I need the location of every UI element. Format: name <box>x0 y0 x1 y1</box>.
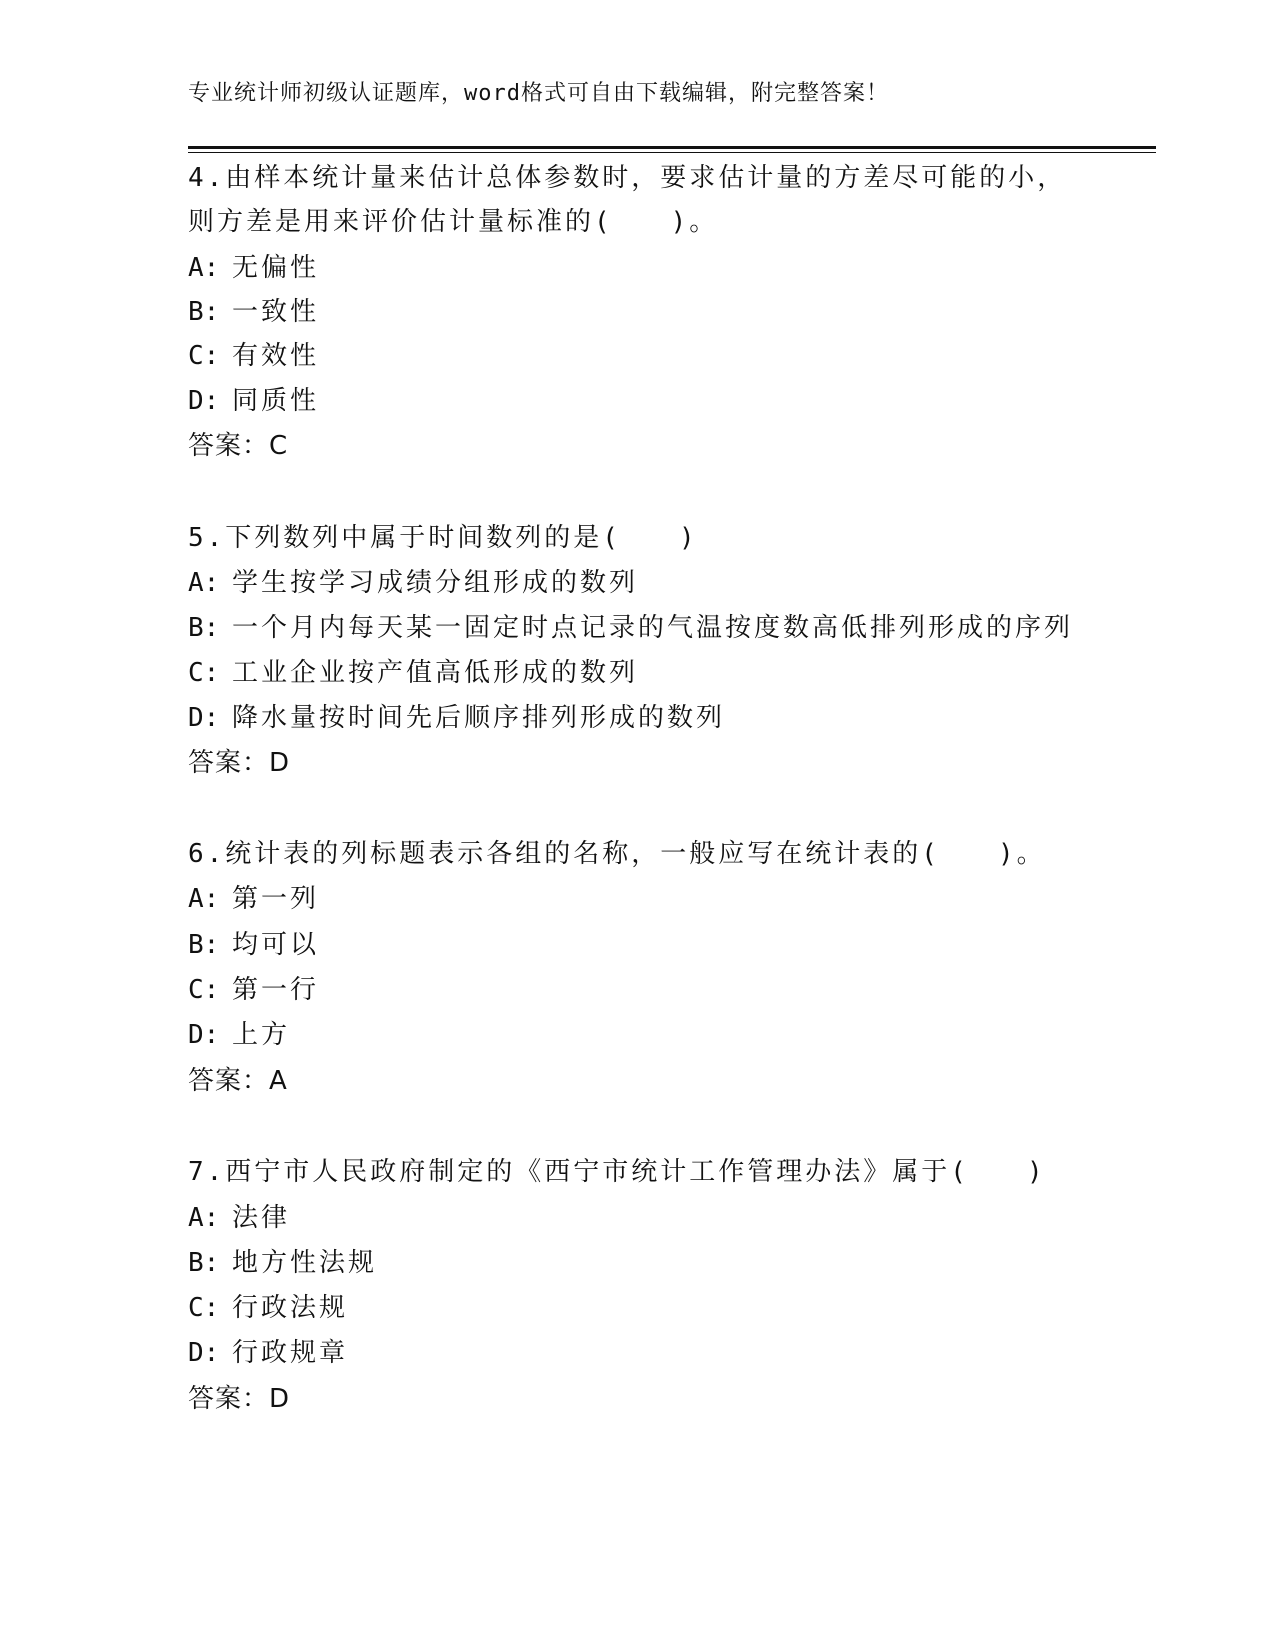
option-c <box>188 973 319 1007</box>
option-letter: B: <box>188 613 220 643</box>
option-letter: A: <box>188 568 220 598</box>
answer-line: 答案：D <box>188 1384 291 1414</box>
option-b <box>188 295 319 329</box>
option-text: 第一列 <box>232 884 320 914</box>
option-text: 行政规章 <box>232 1338 349 1368</box>
option-a <box>188 251 319 285</box>
option-d <box>188 1336 348 1370</box>
option-letter: B: <box>188 297 220 327</box>
option-text: 地方性法规 <box>232 1248 378 1278</box>
option-text: 一个月内每天某一固定时点记录的气温按度数高低排列形成的序列 <box>232 613 1074 643</box>
option-letter: C: <box>188 1293 220 1323</box>
option-b <box>188 1246 377 1280</box>
option-letter: C: <box>188 975 220 1005</box>
header-rule-thick <box>188 146 1156 149</box>
question-stem-line: 5.下列数列中属于时间数列的是( ) <box>188 523 698 553</box>
option-text: 行政法规 <box>232 1293 349 1323</box>
option-text: 工业企业按产值高低形成的数列 <box>232 658 639 688</box>
option-letter: D: <box>188 703 220 733</box>
option-text: 一致性 <box>232 297 320 327</box>
option-a <box>188 1201 290 1235</box>
option-letter: A: <box>188 884 220 914</box>
option-text: 第一行 <box>232 975 320 1005</box>
option-letter: B: <box>188 930 220 960</box>
question-stem-line: 7.西宁市人民政府制定的《西宁市统计工作管理办法》属于( ) <box>188 1157 1046 1187</box>
option-letter: C: <box>188 658 220 688</box>
option-letter: D: <box>188 1020 220 1050</box>
option-text: 有效性 <box>232 341 320 371</box>
question-stem-line: 4.由样本统计量来估计总体参数时，要求估计量的方差尽可能的小， <box>188 163 1067 193</box>
option-c <box>188 339 319 373</box>
option-d <box>188 384 319 418</box>
option-text: 上方 <box>232 1020 291 1050</box>
option-letter: D: <box>188 1338 220 1368</box>
option-text: 同质性 <box>232 386 320 416</box>
option-c <box>188 1291 348 1325</box>
answer-line: 答案：D <box>188 748 291 778</box>
option-c <box>188 656 638 690</box>
option-text: 学生按学习成绩分组形成的数列 <box>232 568 639 598</box>
option-letter: A: <box>188 253 220 283</box>
option-letter: A: <box>188 1203 220 1233</box>
question-stem-line: 则方差是用来评价估计量标准的( )。 <box>188 207 719 237</box>
option-letter: C: <box>188 341 220 371</box>
option-text: 均可以 <box>232 930 320 960</box>
header-rule-thin <box>188 152 1156 153</box>
answer-line: 答案：C <box>188 431 289 461</box>
question-stem-line: 6.统计表的列标题表示各组的名称，一般应写在统计表的( )。 <box>188 839 1046 869</box>
option-letter: D: <box>188 386 220 416</box>
option-text: 无偏性 <box>232 253 320 283</box>
option-letter: B: <box>188 1248 220 1278</box>
option-b <box>188 928 319 962</box>
option-d <box>188 1018 290 1052</box>
option-d <box>188 701 725 735</box>
page-header: 专业统计师初级认证题库，word格式可自由下载编辑，附完整答案！ <box>188 81 889 106</box>
answer-line: 答案：A <box>188 1066 288 1096</box>
option-text: 法律 <box>232 1203 291 1233</box>
option-a <box>188 882 319 916</box>
option-a <box>188 566 638 600</box>
option-text: 降水量按时间先后顺序排列形成的数列 <box>232 703 726 733</box>
option-b <box>188 611 1073 645</box>
